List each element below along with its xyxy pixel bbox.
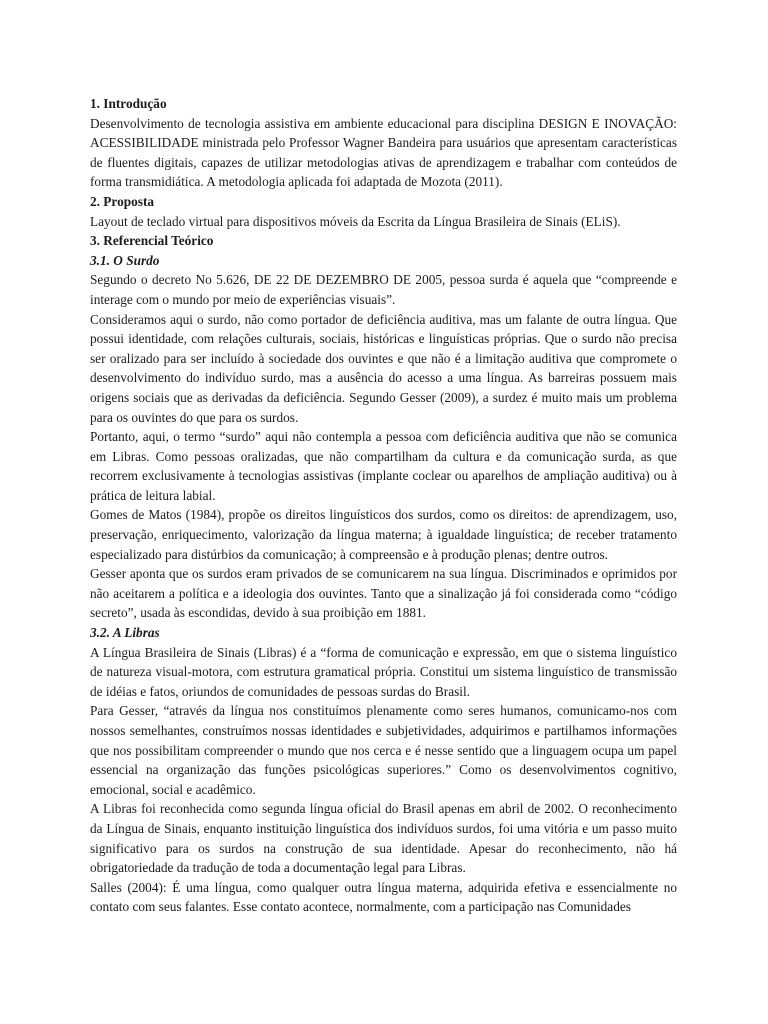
paragraph-introducao: Desenvolvimento de tecnologia assistiva em ambiente educacional para disciplina DESIGN E INOVAÇÃO: ACESSIBILIDADE ministrada pelo Professor Wagner Bandeira para usuários que apresentam características de fluentes digitais, capazes de utilizar metodologias ativas de aprendizagem e trabalhar com conteúdos de forma transmidiática. A metodologia aplicada foi adaptada de Mozota (2011). bbox=[90, 115, 677, 190]
paragraph-surdo-5: Gesser aponta que os surdos eram privados de se comunicarem na sua língua. Discriminados e oprimidos por não aceitarem a política e a ideologia dos ouvintes. Tanto que a sinalização já foi considerada como “código secreto”, usada às escondidas, devido à sua proibição em 1881. bbox=[90, 566, 677, 621]
heading-o-surdo: 3.1. O Surdo bbox=[90, 252, 160, 268]
heading-referencial-teorico: 3. Referencial Teórico bbox=[90, 233, 214, 249]
heading-proposta: 2. Proposta bbox=[90, 193, 155, 209]
paragraph-surdo-2: Consideramos aqui o surdo, não como portador de deficiência auditiva, mas um falante de outra língua. Que possui identidade, com relações culturais, sociais, históricas e linguísticas próprias. Que o surdo não precisa ser oralizado para ser incluído à sociedade dos ouvintes e que não é a limitação auditiva que compromete o desenvolvimento do indivíduo surdo, mas a ausência do acesso a uma língua. As barreiras possuem mais origens sociais que as derivadas da deficiência. Segundo Gesser (2009), a surdez é muito mais um problema para os ouvintes do que para os surdos. bbox=[90, 311, 677, 425]
paragraph-surdo-3: Portanto, aqui, o termo “surdo” aqui não contempla a pessoa com deficiência auditiva que não se comunica em Libras. Como pessoas oralizadas, que não compartilham da cultura e da comunicação surda, as que recorrem exclusivamente à tecnologias assistivas (implante coclear ou aparelhos de ampliação auditiva) ou à prática de leitura labial. bbox=[90, 429, 677, 503]
paragraph-libras-2: Para Gesser, “através da língua nos constituímos plenamente como seres humanos, comunicamo-nos com nossos semelhantes, construímos nossas identidades e subjetividades, adquirimos e partilhamos informações que nos possibilitam compreender o mundo que nos cerca e é nesse sentido que a linguagem ocupa um papel essencial na organização das funções psicológicas superiores.” Como os desenvolvimentos cognitivo, emocional, social e acadêmico. bbox=[90, 703, 677, 797]
paragraph-surdo-4: Gomes de Matos (1984), propõe os direitos linguísticos dos surdos, como os direitos: de aprendizagem, uso, preservação, enriquecimento, valorização da língua materna; à igualdade linguística; de receber tratamento especializado para distúrbios da comunicação; à compreensão e à produção plenas; dentre outros. bbox=[90, 507, 677, 562]
paragraph-libras-3: A Libras foi reconhecida como segunda língua oficial do Brasil apenas em abril de 2002. O reconhecimento da Língua de Sinais, enquanto instituição linguística dos indivíduos surdos, foi uma vitória e um passo muito significativo para os surdos na construção de sua identidade. Apesar do reconhecimento, não há obrigatoriedade da tradução de toda a documentação legal para Libras. bbox=[90, 801, 677, 876]
paragraph-libras-1: A Língua Brasileira de Sinais (Libras) é a “forma de comunicação e expressão, em que o sistema linguístico de natureza visual-motora, com estrutura gramatical própria. Constitui um sistema linguístico de transmissão de idéias e fatos, oriundos de comunidades de pessoas surdas do Brasil. bbox=[90, 644, 677, 699]
document-page bbox=[90, 94, 677, 917]
paragraph-libras-4: Salles (2004): É uma língua, como qualquer outra língua materna, adquirida efetiva e essencialmente no contato com seus falantes. Esse contato acontece, normalmente, com a participação nas Comunidades bbox=[90, 879, 677, 915]
heading-introducao: 1. Introdução bbox=[90, 96, 167, 111]
paragraph-surdo-1: Segundo o decreto No 5.626, DE 22 DE DEZEMBRO DE 2005, pessoa surda é aquela que “compreende e interage com o mundo por meio de experiências visuais”. bbox=[90, 272, 677, 307]
heading-a-libras: 3.2. A Libras bbox=[90, 625, 160, 641]
paragraph-proposta: Layout de teclado virtual para dispositivos móveis da Escrita da Língua Brasileira de Sinais (ELiS). bbox=[90, 213, 621, 229]
